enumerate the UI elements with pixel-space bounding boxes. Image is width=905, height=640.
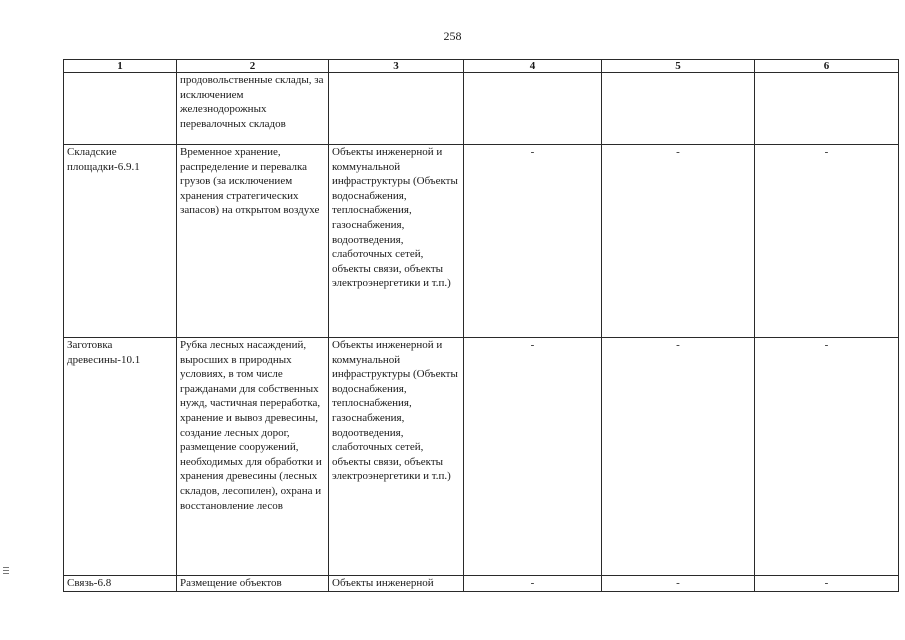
table-header-row [64, 60, 899, 73]
cell-use-type: Складские площадки-6.9.1 [64, 145, 177, 338]
column-header-6: 6 [755, 60, 899, 73]
cell-col4 [464, 73, 602, 145]
table-row [64, 576, 899, 592]
land-use-table [63, 59, 899, 592]
cell-description: Временное хранение, распределение и перевалка грузов (за исключением хранения стратегических запасов) на открытом воздухе [177, 145, 329, 338]
margin-scan-mark [3, 567, 8, 576]
cell-col5: - [602, 576, 755, 592]
column-header-4: 4 [464, 60, 602, 73]
column-header-1: 1 [64, 60, 177, 73]
table-row [64, 338, 899, 576]
cell-col4: - [464, 576, 602, 592]
column-header-3: 3 [329, 60, 464, 73]
cell-col4: - [464, 145, 602, 338]
cell-auxiliary-objects: Объекты инженерной и коммунальной инфраструктуры (Объекты водоснабжения, теплоснабжения, газоснабжения, водоотведения, слаботочных сетей, объекты связи, объекты электроэнергетики и т.п.) [329, 145, 464, 338]
column-header-5: 5 [602, 60, 755, 73]
cell-col6: - [755, 338, 899, 576]
page-number: 258 [443, 29, 462, 43]
table-row [64, 145, 899, 338]
cell-use-type: Заготовка древесины-10.1 [64, 338, 177, 576]
cell-description: Рубка лесных насаждений, выросших в природных условиях, в том числе гражданами для собственных нужд, частичная переработка, хранение и вывоз древесины, создание лесных дорог, размещение сооружений, необходимых для обработки и хранения древесины (лесных складов, лесопилен), охрана и восстановление лесов [177, 338, 329, 576]
cell-col6: - [755, 145, 899, 338]
cell-description: продовольственные склады, за исключением железнодорожных перевалочных складов [177, 73, 329, 145]
cell-description: Размещение объектов [177, 576, 329, 592]
cell-col5: - [602, 338, 755, 576]
cell-auxiliary-objects: Объекты инженерной [329, 576, 464, 592]
cell-use-type: Связь-6.8 [64, 576, 177, 592]
table-row [64, 73, 899, 145]
column-header-2: 2 [177, 60, 329, 73]
cell-auxiliary-objects [329, 73, 464, 145]
cell-auxiliary-objects: Объекты инженерной и коммунальной инфраструктуры (Объекты водоснабжения, теплоснабжения, газоснабжения, водоотведения, слаботочных сетей, объекты связи, объекты электроэнергетики и т.п.) [329, 338, 464, 576]
cell-use-type [64, 73, 177, 145]
cell-col6 [755, 73, 899, 145]
cell-col5 [602, 73, 755, 145]
cell-col4: - [464, 338, 602, 576]
cell-col6: - [755, 576, 899, 592]
cell-col5: - [602, 145, 755, 338]
